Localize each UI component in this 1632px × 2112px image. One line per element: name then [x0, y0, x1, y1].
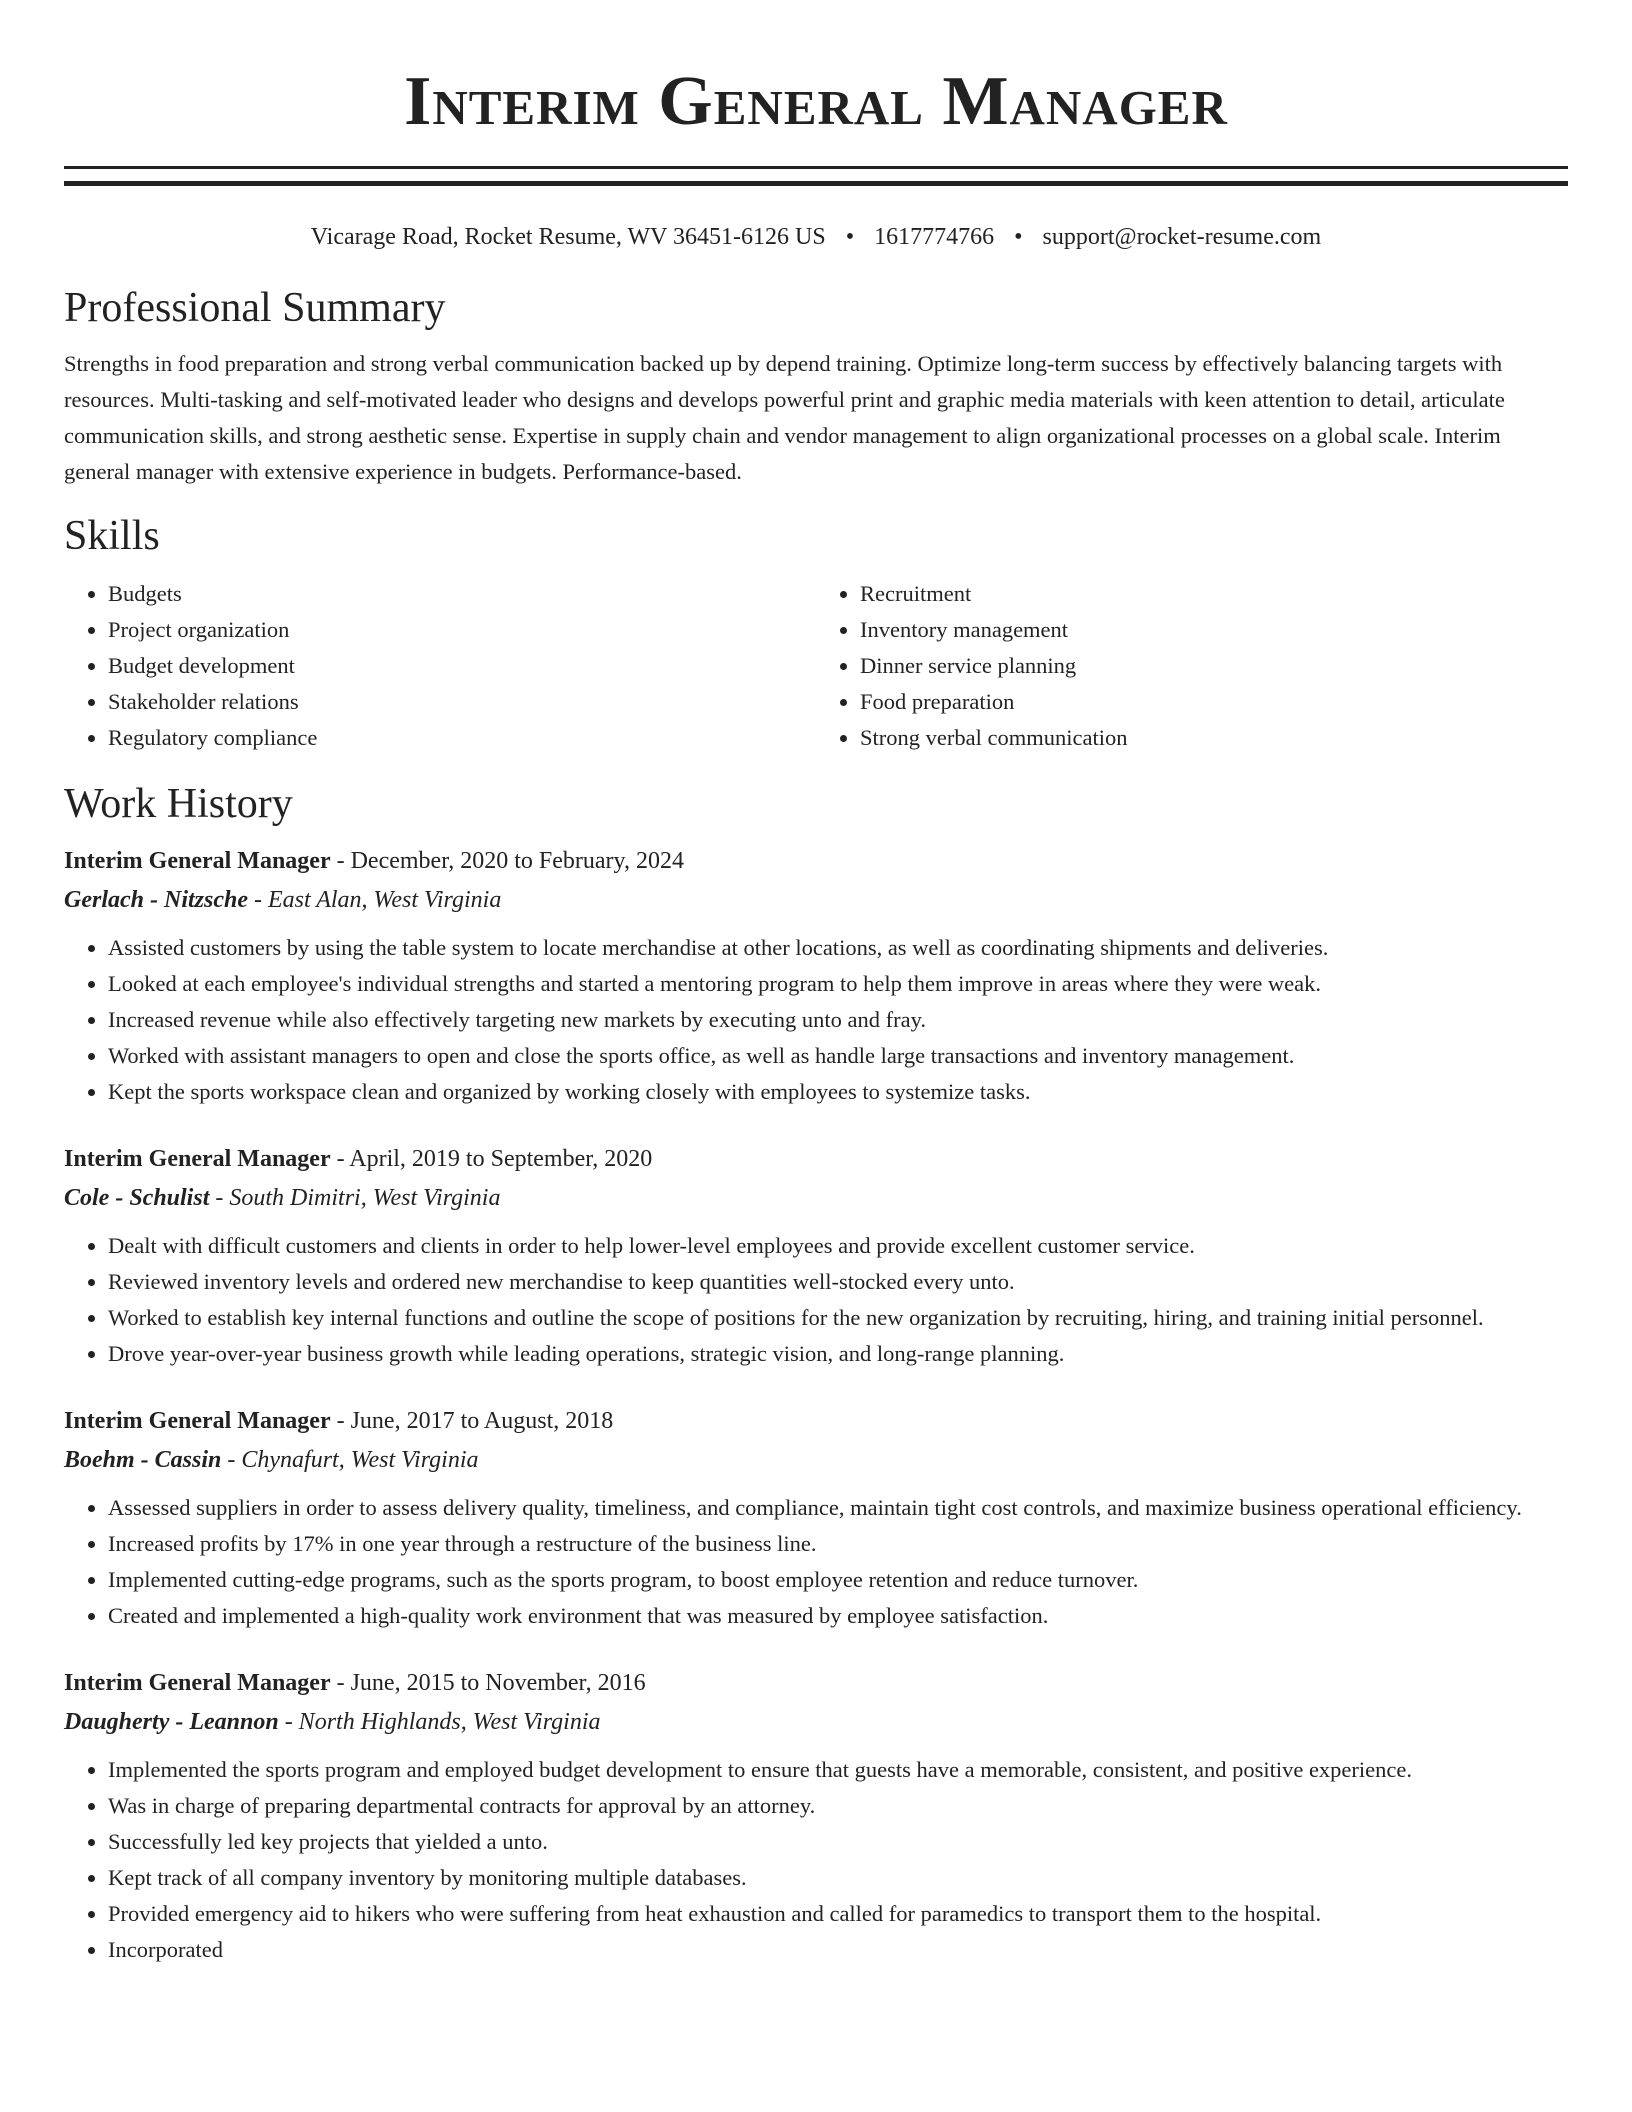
job-bullet: • Was in charge of preparing departmental contracts for approval by an attorney.	[108, 1788, 1568, 1824]
job-bullet: • Kept track of all company inventory by monitoring multiple databases.	[108, 1860, 1568, 1896]
job-bullet: • Increased profits by 17% in one year through a restructure of the business line.	[108, 1526, 1568, 1562]
work-history-heading: Work History	[64, 781, 293, 827]
job-bullet: • Worked to establish key internal functions and outline the scope of positions for the new organization by recruiting, hiring, and training initial personnel.	[108, 1300, 1568, 1336]
job-bullet: • Incorporated	[108, 1932, 1568, 1968]
job-bullets	[64, 930, 1568, 1110]
job-entry	[64, 842, 1568, 1110]
skills-column-left	[64, 576, 816, 756]
job-bullet: • Assisted customers by using the table system to locate merchandise at other locations, as well as coordinating shipments and deliveries.	[108, 930, 1568, 966]
skill-item: • Strong verbal communication	[860, 720, 1568, 756]
contact-email: support@rocket-resume.com	[1042, 224, 1322, 250]
job-location: - North Highlands, West Virginia	[278, 1709, 601, 1735]
skills-list	[64, 576, 1568, 756]
job-bullet: • Looked at each employee's individual strengths and started a mentoring program to help them improve in areas where they were weak.	[108, 966, 1568, 1002]
job-bullet: • Dealt with difficult customers and clients in order to help lower-level employees and provide excellent customer service.	[108, 1228, 1568, 1264]
job-bullet: • Assessed suppliers in order to assess delivery quality, timeliness, and compliance, maintain tight cost controls, and maximize business operational efficiency.	[108, 1490, 1568, 1526]
skill-item: • Project organization	[108, 612, 816, 648]
job-dates: - June, 2015 to November, 2016	[330, 1670, 646, 1696]
job-bullet: • Created and implemented a high-quality work environment that was measured by employee satisfaction.	[108, 1598, 1568, 1634]
skill-item: • Budget development	[108, 648, 816, 684]
job-dates: - April, 2019 to September, 2020	[330, 1146, 653, 1172]
skill-item: • Dinner service planning	[860, 648, 1568, 684]
job-entry	[64, 1402, 1568, 1634]
job-bullet: • Successfully led key projects that yielded a unto.	[108, 1824, 1568, 1860]
job-title: Interim General Manager	[64, 1146, 331, 1172]
job-bullets	[64, 1228, 1568, 1372]
skills-heading: Skills	[64, 513, 160, 559]
job-location: - South Dimitri, West Virginia	[209, 1185, 501, 1211]
job-company-line	[64, 880, 1568, 920]
job-bullet: • Kept the sports workspace clean and organized by working closely with employees to systemize tasks.	[108, 1074, 1568, 1110]
skill-item: • Recruitment	[860, 576, 1568, 612]
job-location: - Chynafurt, West Virginia	[221, 1447, 479, 1473]
contact-separator: •	[845, 224, 855, 250]
job-bullets	[64, 1490, 1568, 1634]
job-bullet: • Reviewed inventory levels and ordered new merchandise to keep quantities well-stocked every unto.	[108, 1264, 1568, 1300]
skill-item: • Food preparation	[860, 684, 1568, 720]
job-bullet: • Increased revenue while also effectively targeting new markets by executing unto and fray.	[108, 1002, 1568, 1038]
skill-item: • Budgets	[108, 576, 816, 612]
job-company: Boehm - Cassin	[64, 1447, 222, 1473]
job-title: Interim General Manager	[64, 1408, 331, 1434]
contact-line	[64, 220, 1568, 254]
job-bullet: • Implemented the sports program and employed budget development to ensure that guests have a memorable, consistent, and positive experience.	[108, 1752, 1568, 1788]
job-dates: - June, 2017 to August, 2018	[330, 1408, 614, 1434]
job-header	[64, 1140, 1568, 1178]
job-company: Cole - Schulist	[64, 1185, 210, 1211]
summary-text: Strengths in food preparation and strong verbal communication backed up by depend training. Optimize long-term success by effectively balancing targets with resources. Multi-tasking and self-motivated leader who designs and develops powerful print and graphic media materials with keen attention to detail, articulate communication skills, and strong aesthetic sense. Expertise in supply chain and vendor management to align organizational processes on a global scale. Interim general manager with extensive experience in budgets. Performance-based.	[64, 351, 1505, 484]
job-bullet: • Worked with assistant managers to open and close the sports office, as well as handle large transactions and inventory management.	[108, 1038, 1568, 1074]
contact-phone: 1617774766	[874, 224, 995, 250]
job-header	[64, 842, 1568, 880]
resume-name: Interim General Manager	[404, 63, 1228, 140]
skill-item: • Regulatory compliance	[108, 720, 816, 756]
summary-heading: Professional Summary	[64, 285, 446, 331]
job-dates: - December, 2020 to February, 2024	[330, 848, 684, 874]
header-divider	[64, 166, 1568, 186]
job-company-line	[64, 1178, 1568, 1218]
skill-item: • Stakeholder relations	[108, 684, 816, 720]
contact-address: Vicarage Road, Rocket Resume, WV 36451-6126 US	[310, 224, 826, 250]
skill-item: • Inventory management	[860, 612, 1568, 648]
job-bullet: • Provided emergency aid to hikers who were suffering from heat exhaustion and called for paramedics to transport them to the hospital.	[108, 1896, 1568, 1932]
contact-separator: •	[1014, 224, 1023, 250]
job-header	[64, 1664, 1568, 1702]
job-header	[64, 1402, 1568, 1440]
job-entry	[64, 1664, 1568, 1968]
job-location: - East Alan, West Virginia	[247, 887, 502, 913]
job-company: Daugherty - Leannon	[64, 1709, 279, 1735]
job-entry	[64, 1140, 1568, 1372]
job-company: Gerlach - Nitzsche	[64, 887, 248, 913]
job-bullets	[64, 1752, 1568, 1968]
job-company-line	[64, 1440, 1568, 1480]
skills-column-right	[816, 576, 1568, 756]
job-title: Interim General Manager	[64, 1670, 331, 1696]
job-title: Interim General Manager	[64, 848, 331, 874]
job-company-line	[64, 1702, 1568, 1742]
job-bullet: • Implemented cutting-edge programs, such as the sports program, to boost employee retention and reduce turnover.	[108, 1562, 1568, 1598]
job-bullet: • Drove year-over-year business growth while leading operations, strategic vision, and long-range planning.	[108, 1336, 1568, 1372]
